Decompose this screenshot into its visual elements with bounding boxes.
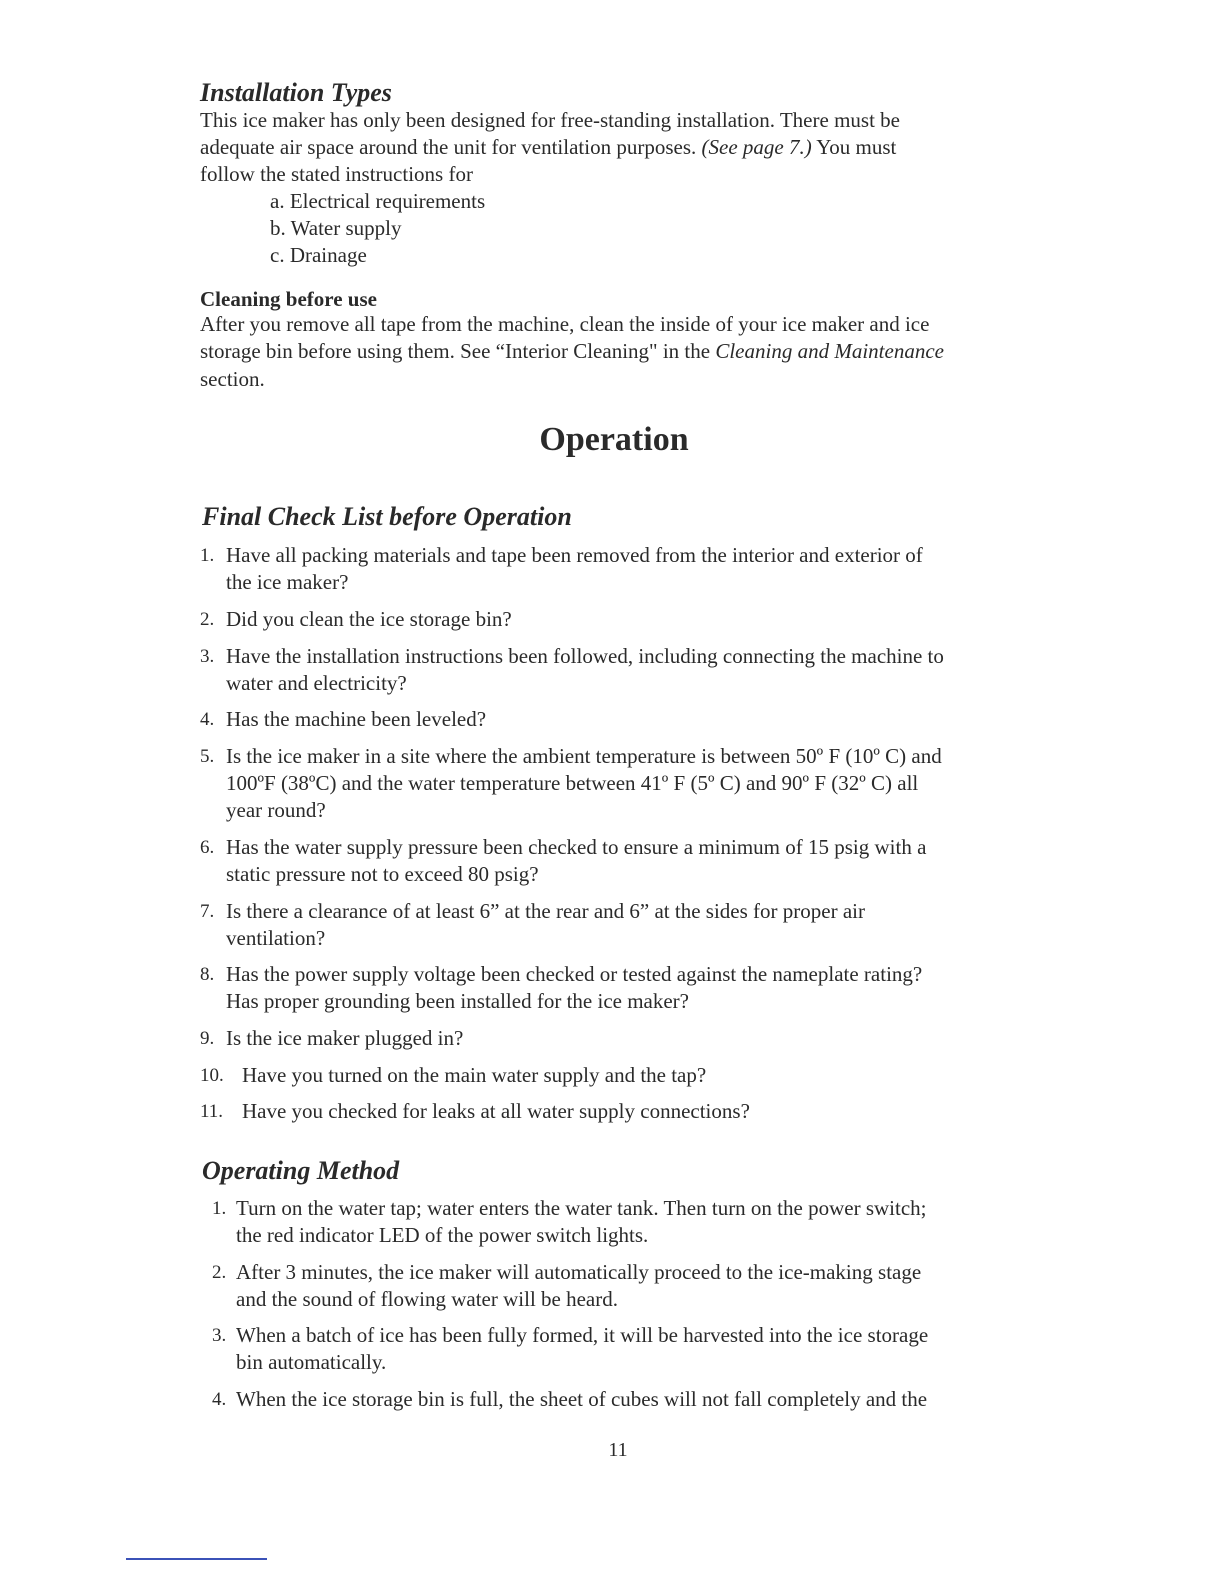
checklist-item-text-line: Has the machine been leveled?: [226, 707, 487, 731]
checklist-item-number: 10.: [200, 1065, 224, 1086]
checklist-item-4: [200, 706, 486, 733]
checklist-item-number: 9.: [200, 1028, 215, 1049]
installation-list-item-a: a. Electrical requirements: [270, 189, 486, 213]
checklist-item-1: [200, 542, 923, 596]
checklist-item-text-line: Is the ice maker plugged in?: [226, 1026, 464, 1050]
installation-list-item-c: c. Drainage: [270, 243, 367, 267]
checklist-item-11: [200, 1098, 750, 1125]
page-title: Operation: [539, 421, 689, 458]
checklist-item-text-line: static pressure not to exceed 80 psig?: [226, 862, 539, 886]
method-item-text-line: and the sound of flowing water will be heard.: [236, 1287, 618, 1311]
checklist-item-number: 6.: [200, 837, 215, 858]
installation-para-line-2: [200, 134, 896, 161]
method-item-4: [212, 1386, 927, 1413]
method-item-number: 1.: [212, 1198, 227, 1219]
checklist-item-8: [200, 961, 922, 1015]
method-item-number: 2.: [212, 1262, 227, 1283]
checklist-item-text-line: ventilation?: [226, 926, 326, 950]
checklist-item-number: 8.: [200, 964, 215, 985]
method-heading: Operating Method: [202, 1156, 400, 1185]
method-item-number: 3.: [212, 1325, 227, 1346]
checklist-item-text-line: Has proper grounding been installed for the ice maker?: [226, 989, 689, 1013]
checklist-item-3: [200, 643, 944, 697]
checklist-item-9: [200, 1025, 463, 1052]
checklist-item-text-line: Is there a clearance of at least 6” at the rear and 6” at the sides for proper air: [226, 899, 865, 923]
method-item-3: [212, 1322, 928, 1376]
page-number: 11: [608, 1439, 628, 1461]
method-item-text-line: the red indicator LED of the power switch lights.: [236, 1223, 649, 1247]
installation-para-text: adequate air space around the unit for ventilation purposes.: [200, 135, 697, 159]
checklist-item-7: [200, 898, 865, 952]
cleaning-maintenance-reference: Cleaning and Maintenance: [715, 339, 944, 363]
cleaning-line-1: After you remove all tape from the machine, clean the inside of your ice maker and ice: [200, 312, 930, 336]
checklist-item-text-line: Is the ice maker in a site where the ambient temperature is between 50º F (10º C) and: [226, 744, 942, 768]
method-item-text-line: bin automatically.: [236, 1350, 387, 1374]
checklist-item-text-line: water and electricity?: [226, 671, 407, 695]
method-item-text-line: Turn on the water tap; water enters the water tank. Then turn on the power switch;: [236, 1196, 927, 1220]
checklist-item-text-line: year round?: [226, 798, 326, 822]
cleaning-heading: Cleaning before use: [200, 287, 377, 311]
checklist-item-number: 2.: [200, 609, 215, 630]
checklist-item-text-line: Have the installation instructions been followed, including connecting the machine to: [226, 644, 944, 668]
checklist-item-number: 1.: [200, 545, 215, 566]
checklist-item-text-line: Has the power supply voltage been checked or tested against the nameplate rating?: [226, 962, 923, 986]
checklist-item-text-line: Have all packing materials and tape been removed from the interior and exterior of: [226, 543, 923, 567]
installation-para-line-3: follow the stated instructions for: [200, 162, 473, 186]
method-item-2: [212, 1259, 921, 1313]
cleaning-line-2-text: storage bin before using them. See “Interior Cleaning" in the: [200, 339, 711, 363]
checklist-item-text-line: the ice maker?: [226, 570, 349, 594]
cleaning-line-2: [200, 338, 944, 365]
installation-list-item-b: b. Water supply: [270, 216, 402, 240]
cleaning-line-3: section.: [200, 367, 265, 391]
method-item-number: 4.: [212, 1389, 227, 1410]
installation-heading: Installation Types: [200, 78, 392, 107]
checklist-item-2: [200, 606, 512, 633]
checklist-item-number: 4.: [200, 709, 215, 730]
see-page-reference: (See page 7.): [701, 135, 812, 159]
checklist-heading: Final Check List before Operation: [202, 502, 572, 531]
checklist-item-text-line: Have you turned on the main water supply and the tap?: [242, 1063, 707, 1087]
checklist-item-10: [200, 1062, 706, 1089]
installation-para-line-1: This ice maker has only been designed for free-standing installation. There must be: [200, 108, 900, 132]
installation-para-text-end: You must: [816, 135, 897, 159]
method-item-text-line: When the ice storage bin is full, the sheet of cubes will not fall completely and the: [236, 1387, 928, 1411]
footer-rule: [126, 1558, 267, 1560]
checklist-item-text-line: Did you clean the ice storage bin?: [226, 607, 512, 631]
checklist-item-text-line: Has the water supply pressure been checked to ensure a minimum of 15 psig with a: [226, 835, 927, 859]
checklist-item-text-line: Have you checked for leaks at all water supply connections?: [242, 1099, 750, 1123]
method-item-text-line: After 3 minutes, the ice maker will automatically proceed to the ice-making stage: [236, 1260, 922, 1284]
checklist-item-5: [200, 743, 942, 824]
checklist-item-text-line: 100ºF (38ºC) and the water temperature between 41º F (5º C) and 90º F (32º C) all: [226, 771, 919, 795]
checklist-item-6: [200, 834, 926, 888]
checklist-item-number: 11.: [200, 1101, 224, 1122]
method-item-text-line: When a batch of ice has been fully formed, it will be harvested into the ice storage: [236, 1323, 929, 1347]
checklist-item-number: 3.: [200, 646, 215, 667]
checklist-item-number: 5.: [200, 746, 215, 767]
checklist-item-number: 7.: [200, 901, 215, 922]
method-item-1: [212, 1195, 926, 1249]
